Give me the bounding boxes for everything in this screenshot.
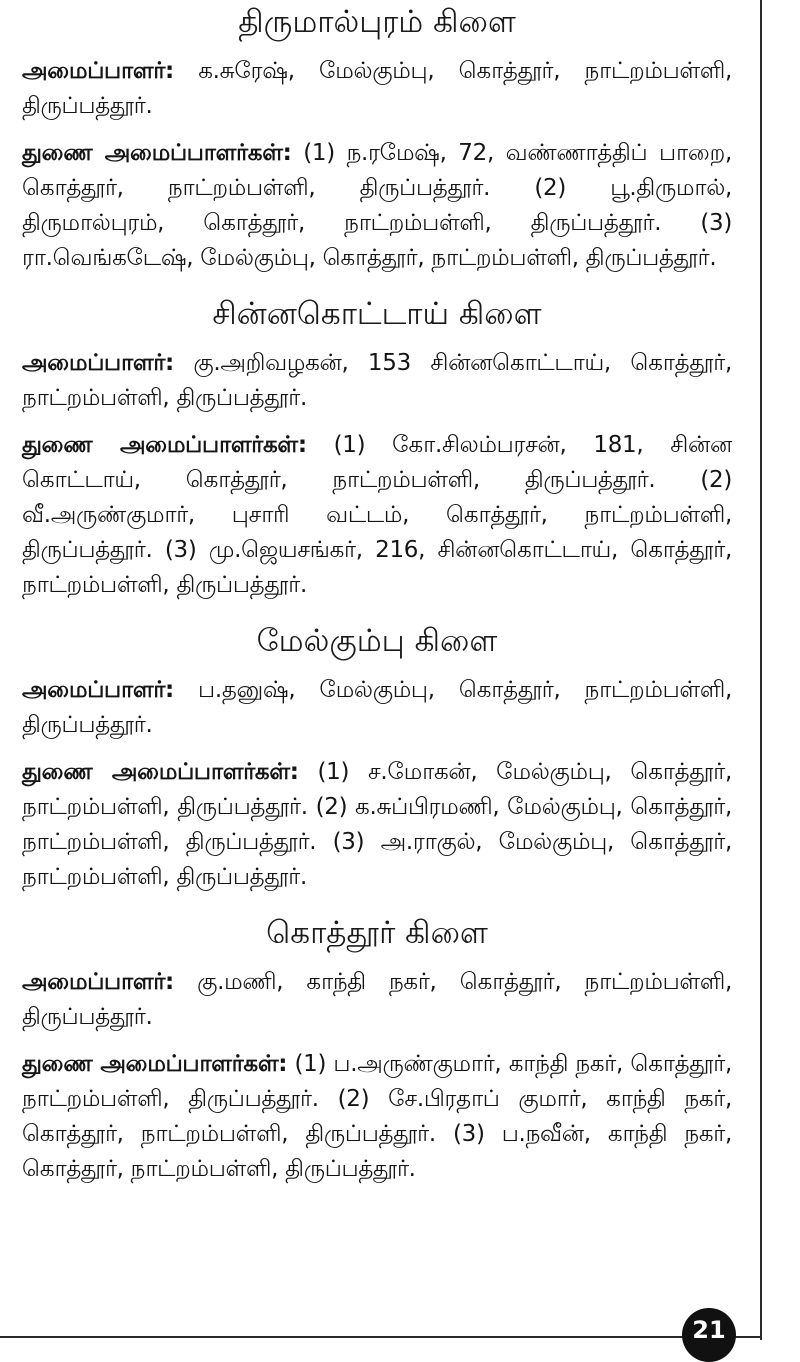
deputy-text: (1) ந.ரமேஷ், 72, வண்ணாத்திப் பாறை, கொத்தூர், நாட்றம்பள்ளி, திருப்பத்தூர். (2) பூ.திருமால், திருமால்புரம், கொத்தூர், நாட்றம்பள்ளி, திருப்பத்தூர். (3) ரா.வெங்கடேஷ், மேல்கும்பு, கொத்தூர், நாட்றம்பள்ளி, திருப்பத்தூர். <box>22 140 732 271</box>
deputy-paragraph <box>22 755 732 895</box>
deputy-paragraph <box>22 428 732 603</box>
organizer-paragraph <box>22 346 732 416</box>
organizer-paragraph <box>22 54 732 124</box>
organizer-text: கு.அறிவழகன், 153 சின்னகொட்டாய், கொத்தூர், நாட்றம்பள்ளி, திருப்பத்தூர். <box>22 350 732 411</box>
organizer-text: க.சுரேஷ், மேல்கும்பு, கொத்தூர், நாட்றம்பள்ளி, திருப்பத்தூர். <box>22 58 732 119</box>
deputy-label: துணை அமைப்பாளர்கள்: <box>22 432 307 458</box>
organizer-label: அமைப்பாளர்: <box>22 350 174 376</box>
deputy-text: (1) கோ.சிலம்பரசன், 181, சின்ன கொட்டாய், கொத்தூர், நாட்றம்பள்ளி, திருப்பத்தூர். (2) வீ.அருண்குமார், புசாரி வட்டம், கொத்தூர், நாட்றம்பள்ளி, திருப்பத்தூர். (3) மு.ஜெயசங்கர், 216, சின்னகொட்டாய், கொத்தூர், நாட்றம்பள்ளி, திருப்பத்தூர். <box>22 432 732 598</box>
deputy-paragraph <box>22 136 732 276</box>
organizer-paragraph <box>22 965 732 1035</box>
deputy-label: துணை அமைப்பாளர்கள்: <box>22 759 299 785</box>
deputy-label: துணை அமைப்பாளர்கள்: <box>22 1051 288 1077</box>
organizer-paragraph <box>22 673 732 743</box>
section-title: மேல்கும்பு கிளை <box>256 623 498 659</box>
deputy-text: (1) ப.அருண்குமார், காந்தி நகர், கொத்தூர், நாட்றம்பள்ளி, திருப்பத்தூர். (2) சே.பிரதாப் குமார், காந்தி நகர், கொத்தூர், நாட்றம்பள்ளி, திருப்பத்தூர். (3) ப.நவீன், காந்தி நகர், கொத்தூர், நாட்றம்பள்ளி, திருப்பத்தூர். <box>22 1051 732 1182</box>
organizer-label: அமைப்பாளர்: <box>22 969 174 995</box>
organizer-text: கு.மணி, காந்தி நகர், கொத்தூர், நாட்றம்பள்ளி, திருப்பத்தூர். <box>22 969 732 1030</box>
section-title: கொத்தூர் கிளை <box>266 915 488 951</box>
section-title: திருமால்புரம் கிளை <box>238 4 516 40</box>
organizer-text: ப.தனுஷ், மேல்கும்பு, கொத்தூர், நாட்றம்பள்ளி, திருப்பத்தூர். <box>22 677 732 738</box>
deputy-text: (1) ச.மோகன், மேல்கும்பு, கொத்தூர், நாட்றம்பள்ளி, திருப்பத்தூர். (2) க.சுப்பிரமணி, மேல்கும்பு, கொத்தூர், நாட்றம்பள்ளி, திருப்பத்தூர். (3) அ.ராகுல், மேல்கும்பு, கொத்தூர், நாட்றம்பள்ளி, திருப்பத்தூர். <box>22 759 732 890</box>
section-title: சின்னகொட்டாய் கிளை <box>212 296 542 332</box>
page-number-badge: 21 <box>682 1308 736 1362</box>
organizer-label: அமைப்பாளர்: <box>22 677 174 703</box>
deputy-label: துணை அமைப்பாளர்கள்: <box>22 140 292 166</box>
deputy-paragraph <box>22 1047 732 1187</box>
organizer-label: அமைப்பாளர்: <box>22 58 174 84</box>
bottom-rule <box>0 1336 762 1338</box>
